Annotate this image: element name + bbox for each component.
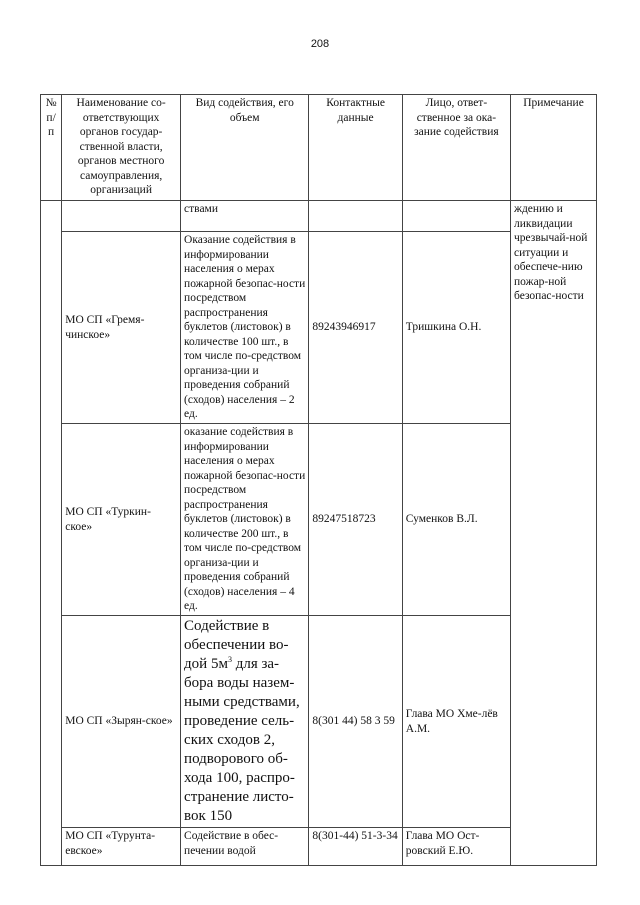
contacts-cell: 89247518723 bbox=[309, 424, 402, 616]
note-cell: ждению и ликвидации чрезвычай-ной ситуации и обеспече-нию пожар-ной безопас-ности bbox=[511, 201, 597, 866]
contacts-cell: 89243946917 bbox=[309, 232, 402, 424]
activity-cell: оказание содействия в информировании населения о мерах пожарной безопас-ности посредством распространения буклетов (листовок) в количестве 200 шт., в том числе по-средством организа-ции и проведения собраний (сходов) населения – 4 ед. bbox=[181, 424, 309, 616]
header-num: № п/п bbox=[41, 95, 62, 201]
header-activity: Вид содействия, его объем bbox=[181, 95, 309, 201]
header-responsible: Лицо, ответ-ственное за ока-зание содействия bbox=[402, 95, 510, 201]
num-cell bbox=[41, 201, 62, 866]
table-row bbox=[41, 201, 597, 232]
org-cell: МО СП «Туркин-ское» bbox=[62, 424, 181, 616]
org-cell: МО СП «Гремя-чинское» bbox=[62, 232, 181, 424]
activity-cell: ствами bbox=[181, 201, 309, 232]
org-cell: МО СП «Турунта-евское» bbox=[62, 828, 181, 866]
assistance-table bbox=[40, 94, 597, 866]
contacts-cell bbox=[309, 201, 402, 232]
org-cell: МО СП «Зырян-ское» bbox=[62, 616, 181, 828]
activity-cell: Содействие в обес-печении водой bbox=[181, 828, 309, 866]
activity-text: Содействие в обеспечении во-дой 5м bbox=[184, 618, 289, 672]
responsible-cell: Глава МО Хме-лёв А.М. bbox=[402, 616, 510, 828]
activity-text: для за-бора воды назем-ными средствами, проведение сель-ских сходов 2, подворового об-хода 100, распро-странение листо-вок 150 bbox=[184, 656, 300, 824]
responsible-cell bbox=[402, 201, 510, 232]
responsible-cell: Глава МО Ост-ровский Е.Ю. bbox=[402, 828, 510, 866]
activity-cell: Оказание содействия в информировании населения о мерах пожарной безопас-ности посредством распространения буклетов (листовок) в количестве 100 шт., в том числе по-средством организа-ции и проведения собраний (сходов) населения – 2 ед. bbox=[181, 232, 309, 424]
superscript: 3 bbox=[227, 655, 232, 664]
contacts-cell: 8(301 44) 58 3 59 bbox=[309, 616, 402, 828]
table-header-row bbox=[41, 95, 597, 201]
contacts-cell: 8(301-44) 51-3-34 bbox=[309, 828, 402, 866]
responsible-cell: Тришкина О.Н. bbox=[402, 232, 510, 424]
activity-cell bbox=[181, 616, 309, 828]
header-contacts: Контактные данные bbox=[309, 95, 402, 201]
header-org: Наименование со-ответствующих органов государ-ственной власти, органов местного самоуправления, организаций bbox=[62, 95, 181, 201]
page-number: 208 bbox=[310, 38, 330, 50]
org-cell bbox=[62, 201, 181, 232]
header-note: Примечание bbox=[511, 95, 597, 201]
responsible-cell: Суменков В.Л. bbox=[402, 424, 510, 616]
